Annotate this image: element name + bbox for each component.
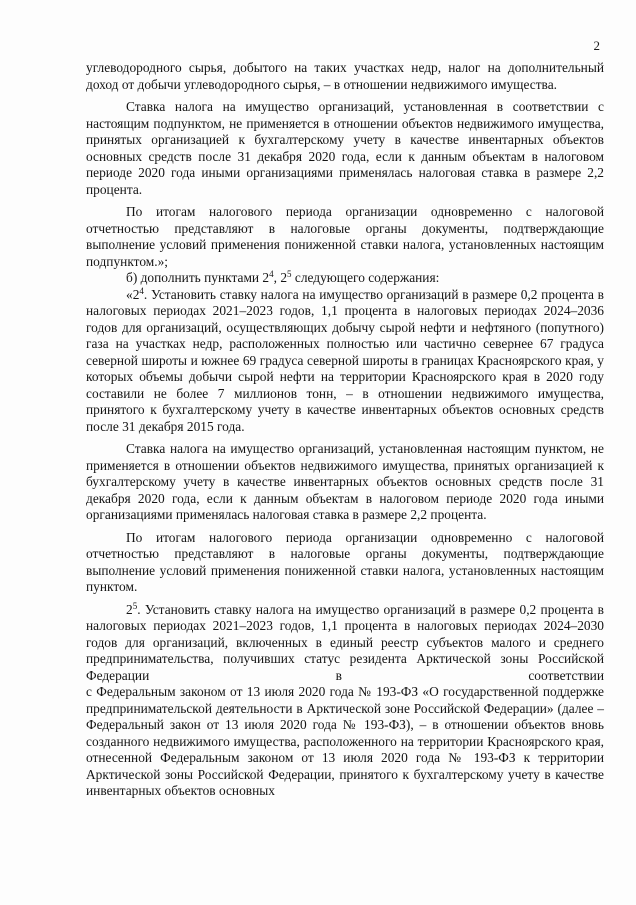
paragraph-point-2-5: [86, 602, 604, 685]
page-number: 2: [593, 38, 600, 53]
paragraph-amendment-b: [86, 270, 604, 287]
paragraph-reporting: По итогам налогового периода организации одновременно с налоговой отчетностью представляют в налоговые органы документы, подтверждающие выполнение условий применения пониженной ставки налога, установленных настоящим подпунктом.»;: [86, 204, 604, 269]
point-2-4-text: . Установить ставку налога на имущество организаций в размере 0,2 процента в налоговых периодах 2021–2023 годов, 1,1 процента в налоговых периодах 2024–2036 годов для организаций, осуществляющих добычу сырой нефти и нефтяного (попутного) газа на участках недр, расположенных полностью или частично севернее 67 градуса северной широты и южнее 69 градуса северной широты в границах Красноярского края, у которых объемы добычи сырой нефти на территории Красноярского края в 2020 году составили не более 7 миллионов тонн, – в отношении недвижимого имущества, принятого к бухгалтерскому учету в качестве инвентарных объектов основных средств после 31 декабря 2015 года.: [86, 286, 604, 434]
amendment-b-suffix: следующего содержания:: [291, 270, 440, 285]
amendment-b-sup-2: 5: [287, 269, 292, 279]
point-2-4-sup: 4: [139, 285, 144, 296]
point-2-5-sup: 5: [132, 600, 138, 611]
paragraph-point-2-5-continuation: с Федеральным законом от 13 июля 2020 года № 193-ФЗ «О государственной поддержке предпринимательской деятельности в Арктической зоне Российской Федерации» (далее – Федеральный закон от 13 июля 2020 года № 193-ФЗ), – в отношении объектов вновь созданного недвижимого имущества, расположенного на территории Красноярского края, отнесенной Федеральным законом от 13 июля 2020 года № 193-ФЗ к территории Арктической зоны Российской Федерации, принятого к бухгалтерскому учету в качестве инвентарных объектов основных: [86, 684, 604, 798]
amendment-b-sup-1: 4: [269, 269, 274, 279]
paragraph-point-2-4-exception: Ставка налога на имущество организаций, установленная настоящим пунктом, не применяется в отношении объектов недвижимого имущества, принятых организацией к бухгалтерскому учету в качестве инвентарных объектов основных средств после 31 декабря 2020 года, если к данным объектам в налоговом периоде 2020 года иными организациями применялась налоговая ставка в размере 2,2 процента.: [86, 441, 604, 522]
point-2-5-number: 2: [126, 601, 133, 617]
point-2-4-number: «2: [126, 286, 140, 302]
amendment-b-prefix: б) дополнить пунктами 2: [126, 270, 270, 285]
paragraph-point-2-4-reporting: По итогам налогового периода организации одновременно с налоговой отчетностью представляют в налоговые органы документы, подтверждающие выполнение условий применения пониженной ставки налога, установленных настоящим пунктом.: [86, 529, 604, 594]
point-2-5-text: . Установить ставку налога на имущество организаций в размере 0,2 процента в налоговых периодах 2021–2023 годов, 1,1 процента в налоговых периодах 2024–2030 годов для организаций, включенных в единый реестр субъектов малого и среднего предпринимательства, получивших статус резидента Арктической зоны Российской Федерации в соответствии: [86, 601, 604, 683]
paragraph-rate-exception: Ставка налога на имущество организаций, установленная в соответствии с настоящим подпунктом, не применяется в отношении объектов недвижимого имущества, принятых организацией к бухгалтерскому учету в качестве инвентарных объектов основных средств после 31 декабря 2020 года, если к данным объектам в налоговом периоде 2020 года иными организациями применялась налоговая ставка в размере 2,2 процента.: [86, 99, 604, 197]
amendment-b-middle: , 2: [273, 270, 288, 285]
document-body: [86, 60, 604, 800]
paragraph-continuation: углеводородного сырья, добытого на таких участках недр, налог на дополнительный доход от добычи углеводородного сырья, – в отношении недвижимого имущества.: [86, 60, 604, 92]
paragraph-point-2-4: [86, 287, 604, 436]
